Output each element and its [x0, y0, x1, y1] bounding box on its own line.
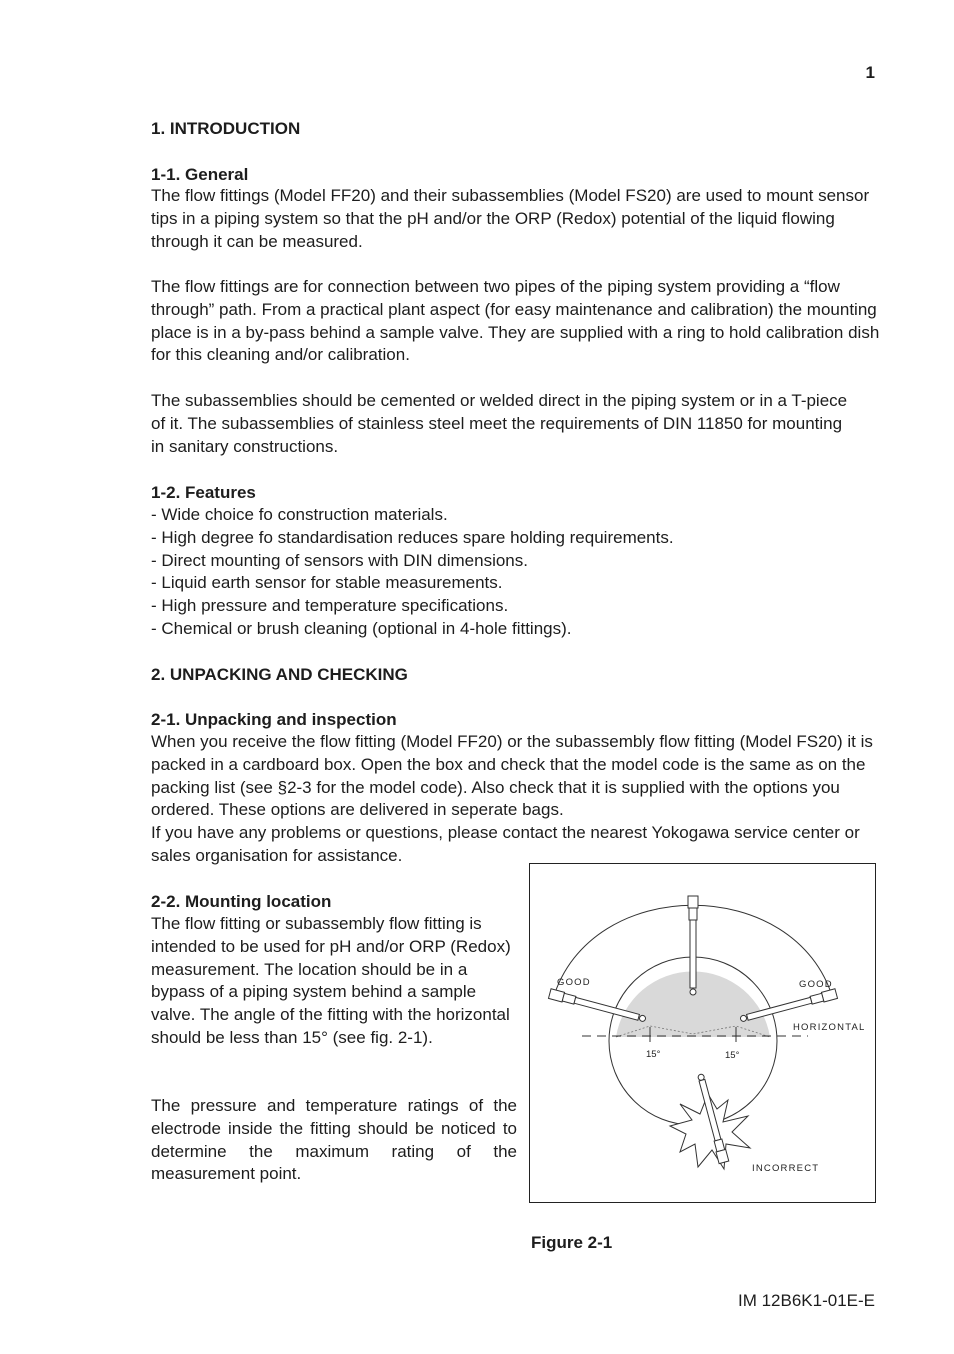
- features-list-item: - Wide choice fo construction materials.: [151, 505, 448, 524]
- label-angle-right: 15°: [725, 1050, 740, 1061]
- features-list-item: - High pressure and temperature specifications.: [151, 596, 509, 616]
- mounting-paragraph-1: The flow fitting or subassembly flow fitting is intended to be used for pH and/or ORP (Redox) measurement. The location should be in a bypass of a piping system behind a sample valve. The angle of the fitting with the horizontal should be less than 15° (see fig. 2-1).: [151, 914, 511, 1047]
- general-paragraph-1: The flow fittings (Model FF20) and their subassemblies (Model FS20) are used to mount sensor tips in a piping system so that the pH and/or the ORP (Redox) potential of the liquid flowing through it can be measured.: [151, 186, 870, 251]
- features-heading: 1-2. Features: [151, 483, 256, 502]
- document-id: IM 12B6K1-01E-E: [737, 1291, 875, 1310]
- mounting-paragraph-2: The pressure and temperature ratings of the electrode inside the fitting should be noticed to determine the maximum rating of the measurement point.: [151, 1096, 517, 1184]
- mounting-angle-diagram: [530, 864, 875, 1202]
- unpacking-paragraph-1: When you receive the flow fitting (Model FF20) or the subassembly flow fitting (Model FS20) it is packed in a cardboard box. Open the box and check that the model code is the same as on the packing list (see §2-3 for the model code). Also check that it is supplied with the options you ordered. These options are delivered in seperate bags.: [151, 732, 873, 820]
- features-list-item: - Liquid earth sensor for stable measurements.: [151, 573, 503, 593]
- unpacking-heading: 2-1. Unpacking and inspection: [151, 710, 397, 729]
- figure-2-1: [529, 863, 876, 1203]
- section-2-heading: 2. UNPACKING AND CHECKING: [151, 665, 408, 684]
- general-paragraph-3: The subassemblies should be cemented or welded direct in the piping system or in a T-piece of it. The subassemblies of stainless steel meet the requirements of DIN 11850 for mounting in sanitary constructions.: [151, 391, 848, 456]
- figure-caption: Figure 2-1: [531, 1233, 613, 1252]
- general-paragraph-2: The flow fittings are for connection between two pipes of the piping system providing a “flow through” path. From a practical plant aspect (for easy maintenance and calibration) the mounting place is in a by-pass behind a sample valve. They are supplied with a ring to hold calibration dish for this cleaning and/or calibration.: [151, 277, 880, 365]
- features-list: [151, 504, 881, 641]
- label-good-right: GOOD: [799, 979, 833, 990]
- mounting-heading: 2-2. Mounting location: [151, 892, 332, 911]
- features-list-item: - High degree fo standardisation reduces spare holding requirements.: [151, 527, 674, 547]
- general-heading: 1-1. General: [151, 165, 249, 184]
- label-horizontal: HORIZONTAL: [793, 1022, 866, 1033]
- electrode-vertical: [688, 896, 698, 995]
- unpacking-paragraph-2: If you have any problems or questions, please contact the nearest Yokogawa service center or sales organisation for assistance.: [151, 823, 860, 865]
- label-good-left: GOOD: [557, 977, 591, 988]
- section-1-heading: 1. INTRODUCTION: [151, 119, 301, 138]
- label-incorrect: INCORRECT: [752, 1163, 820, 1174]
- label-angle-left: 15°: [646, 1049, 661, 1060]
- features-list-item: - Chemical or brush cleaning (optional in 4-hole fittings).: [151, 618, 572, 638]
- features-list-item: - Direct mounting of sensors with DIN dimensions.: [151, 550, 528, 570]
- page-number: 1: [865, 63, 875, 82]
